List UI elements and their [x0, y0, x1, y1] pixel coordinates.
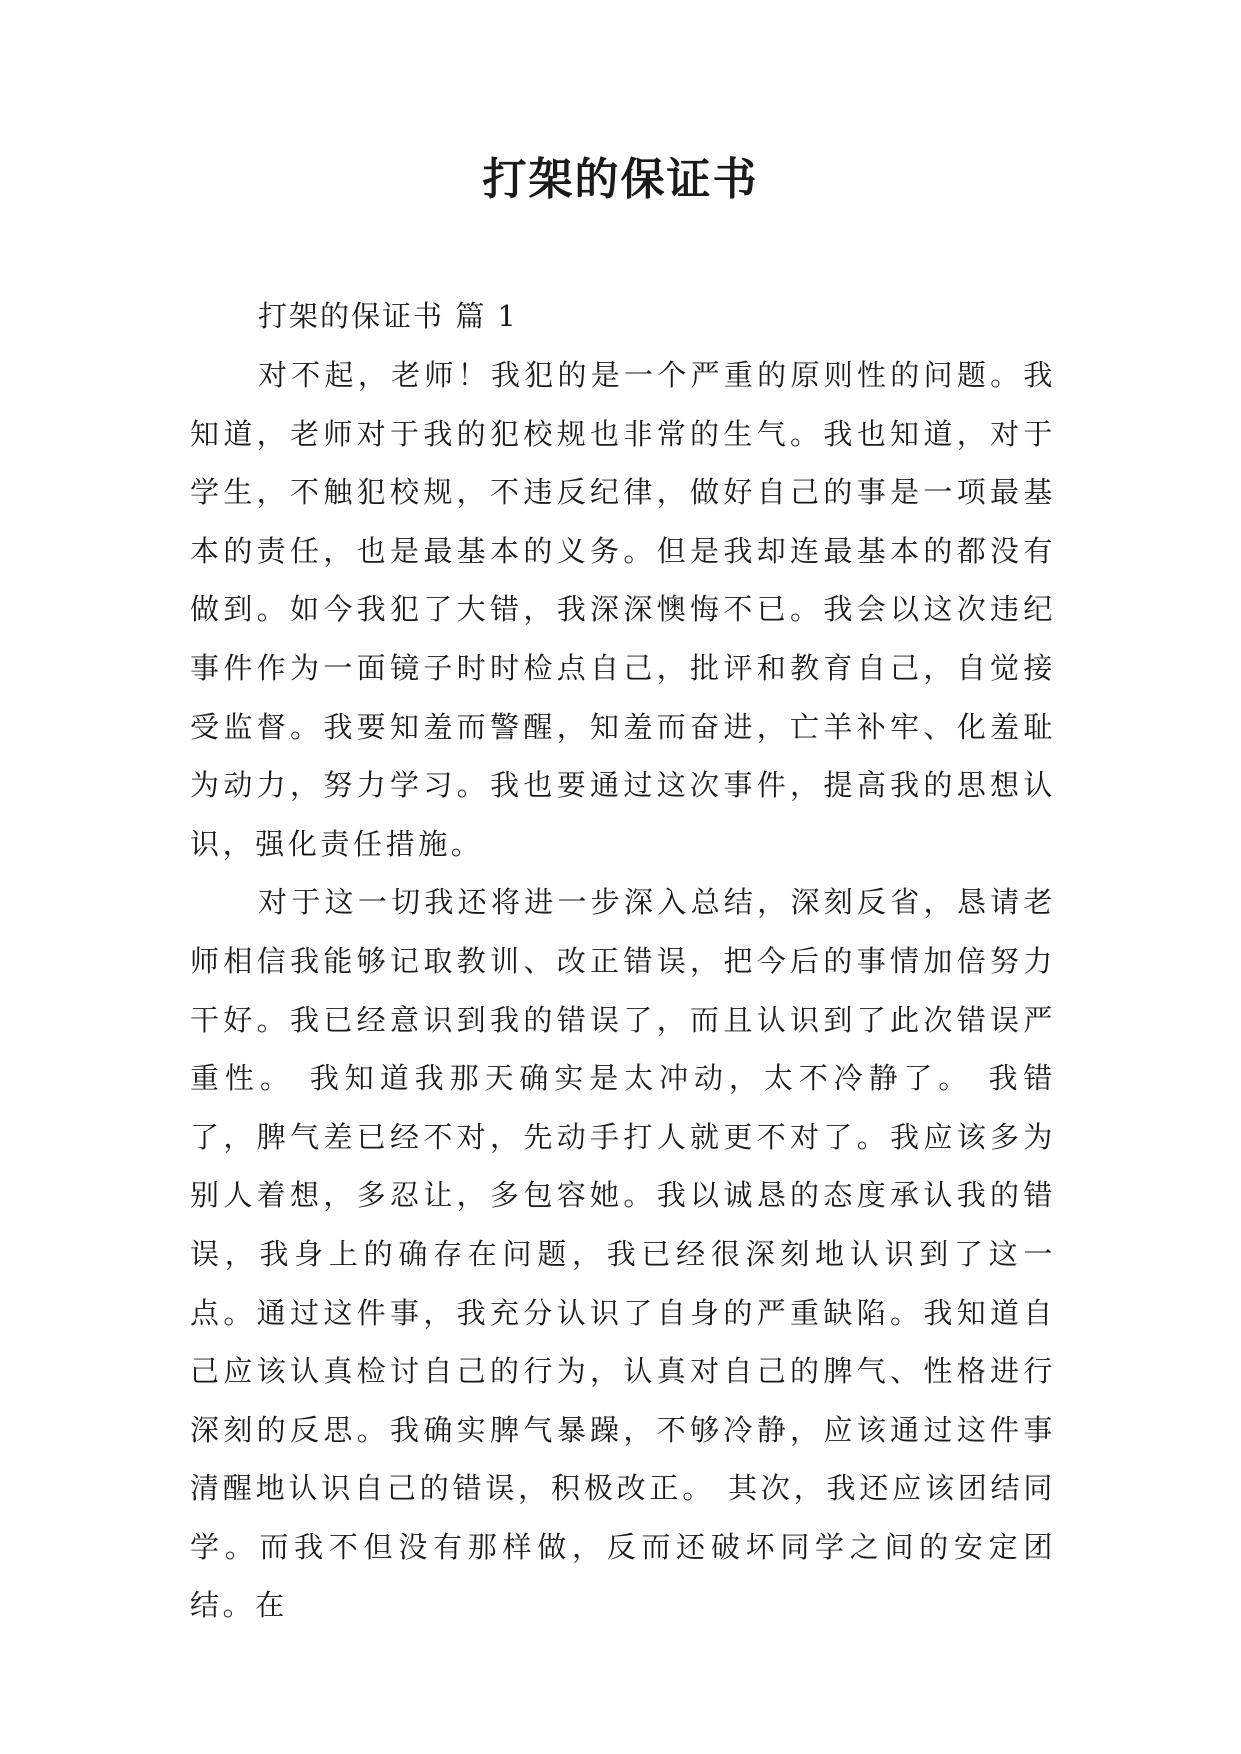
document-body [190, 286, 1056, 1635]
section-heading: 打架的保证书 篇 1 [258, 299, 518, 333]
document-title: 打架的保证书 [482, 154, 759, 205]
paragraph-1: 对不起，老师！我犯的是一个严重的原则性的问题。我知道，老师对于我的犯校规也非常的生气。我也知道，对于学生，不触犯校规，不违反纪律，做好自己的事是一项最基本的责任，也是最基本的义务。但是我却连最基本的都没有做到。如今我犯了大错，我深深懊悔不已。我会以这次违纪事件作为一面镜子时时检点自己，批评和教育自己，自觉接受监督。我要知羞而警醒，知羞而奋进，亡羊补牢、化羞耻为动力，努力学习。我也要通过这次事件，提高我的思想认识，强化责任措施。 [190, 358, 1056, 861]
paragraph-2: 对于这一切我还将进一步深入总结，深刻反省，恳请老师相信我能够记取教训、改正错误，把今后的事情加倍努力干好。我已经意识到我的错误了，而且认识到了此次错误严重性。 我知道我那天确实是太冲动，太不冷静了。 我错了，脾气差已经不对，先动手打人就更不对了。我应该多为别人着想，多忍让，多包容她。我以诚恳的态度承认我的错误，我身上的确存在问题，我已经很深刻地认识到了这一点。通过这件事，我充分认识了自身的严重缺陷。我知道自己应该认真检讨自己的行为，认真对自己的脾气、性格进行深刻的反思。我确实脾气暴躁，不够冷静，应该通过这件事清醒地认识自己的错误，积极改正。 其次，我还应该团结同学。而我不但没有那样做，反而还破坏同学之间的安定团结。在 [190, 885, 1056, 1623]
